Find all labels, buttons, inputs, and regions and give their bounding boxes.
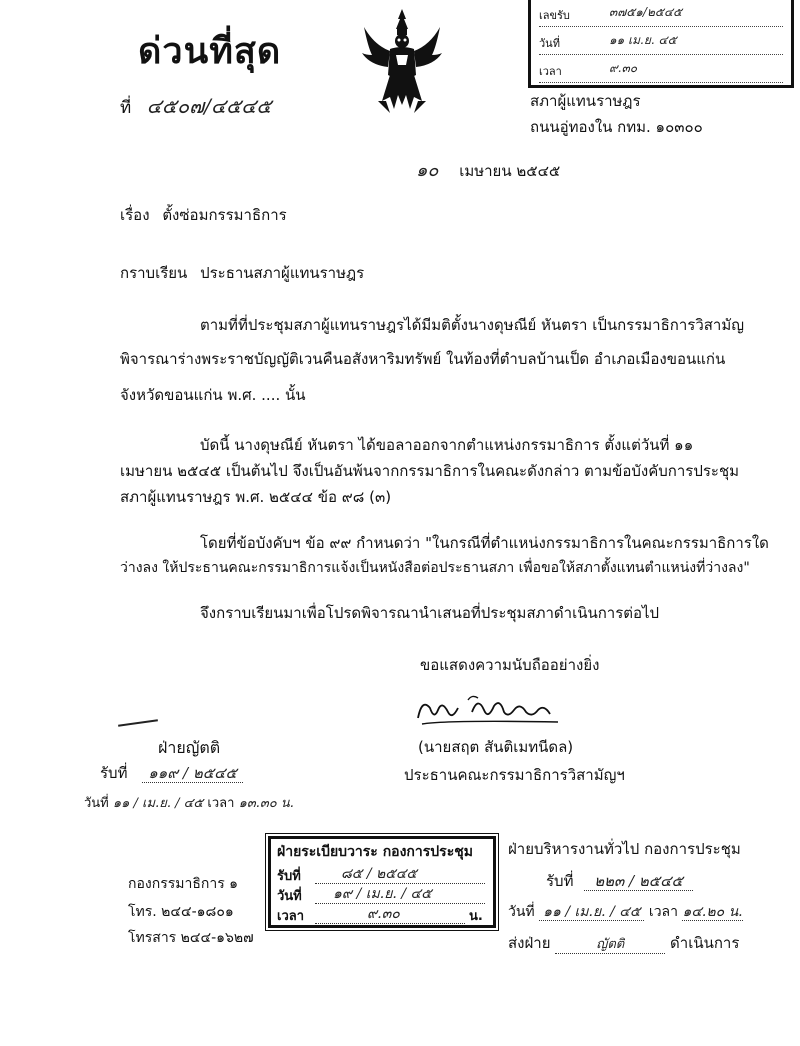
signature-icon [408,690,568,730]
urgent-label: ด่วนที่สุด [138,31,282,72]
admin-dept-date: ๑๑ / เม.ย. / ๔๕ [539,904,644,921]
agenda-stamp-date-label: วันที่ [277,889,302,904]
body-p1-line2: พิจารณาร่างพระราชบัญญัติเวนคืนอสังหาริมทรัพย์ ในท้องที่ตำบลบ้านเป็ด อำเภอเมืองขอนแก่น [120,350,726,368]
legal-dept-date: ๑๑ / เม.ย. / ๔๕ [112,796,204,811]
body-p2-line3: สภาผู้แทนราษฎร พ.ศ. ๒๕๔๔ ข้อ ๙๘ (๓) [120,488,392,506]
stamp-label: เวลา [539,65,562,78]
agenda-stamp-time-label: เวลา [277,909,305,924]
legal-dept-recv [100,764,243,782]
legal-dept-time-label: เวลา [207,796,235,811]
admin-dept-send-to: ญัตติ [555,937,665,954]
agenda-receive-stamp [268,836,496,928]
closing-regards: ขอแสดงความนับถืออย่างยิ่ง [420,656,600,674]
legal-dept-datetime [84,796,294,812]
subject [120,206,287,224]
scribble-mark [118,719,158,727]
committee-office-phone: โทร. ๒๔๔-๑๘๐๑ [128,904,234,920]
letter-date-month-year: เมษายน ๒๕๔๕ [459,162,561,180]
salutation-recipient: ประธานสภาผู้แทนราษฎร [200,264,365,282]
receive-stamp-top [528,0,794,88]
legal-dept-recv-label: รับที่ [100,764,128,782]
signer-title: ประธานคณะกรรมาธิการวิสามัญฯ [404,766,625,784]
stamp-time: ๙.๓๐ [609,61,638,75]
stamp-date: ๑๑ เม.ย. ๔๕ [609,33,677,47]
garuda-emblem-icon [360,5,445,115]
signer-name: (นายสฤต สันติเมทนีดล) [418,738,574,756]
admin-dept-recv-no: ๒๒๓ / ๒๕๔๕ [584,872,693,891]
sender-org: สภาผู้แทนราษฎร [530,92,641,110]
committee-office-name: กองกรรมาธิการ ๑ [128,876,239,892]
legal-dept-label: ฝ่ายญัตติ [158,738,221,757]
admin-dept-title: ฝ่ายบริหารงานทั่วไป กองการประชุม [508,840,741,858]
salutation [120,264,364,282]
legal-dept-time: ๑๓.๓๐ น. [238,796,294,811]
sender-address: ถนนอู่ทองใน กทม. ๑๐๓๐๐ [530,118,703,136]
subject-label: เรื่อง [120,206,150,224]
subject-text: ตั้งซ่อมกรรมาธิการ [162,206,287,224]
legal-dept-date-label: วันที่ [84,796,109,811]
admin-dept-send [508,934,739,954]
body-p1-line3: จังหวัดขอนแก่น พ.ศ. .... นั้น [120,386,306,404]
agenda-stamp-recv-no: ๘๕ / ๒๕๔๕ [341,866,418,882]
letter-date [416,160,560,182]
body-p2-line1: บัดนี้ นางดุษณีย์ หันตรา ได้ขอลาออกจากตำแหน่งกรรมาธิการ ตั้งแต่วันที่ ๑๑ [200,436,694,454]
admin-dept-recv-label: รับที่ [546,872,574,890]
body-p2-line2: เมษายน ๒๕๔๕ เป็นต้นไป จึงเป็นอันพ้นจากกรรมาธิการในคณะดังกล่าว ตามข้อบังคับการประชุม [120,462,740,480]
doc-number-prefix: ที่ [120,98,132,118]
body-p1-line1: ตามที่ที่ประชุมสภาผู้แทนราษฎรได้มีมติตั้งนางดุษณีย์ หันตรา เป็นกรรมาธิการวิสามัญ [200,316,744,334]
agenda-stamp-time-suffix: น. [469,909,483,924]
agenda-stamp-date: ๑๙ / เม.ย. / ๔๕ [333,886,432,902]
body-p3-line1: โดยที่ข้อบังคับฯ ข้อ ๙๙ กำหนดว่า "ในกรณีที่ตำแหน่งกรรมาธิการในคณะกรรมาธิการใด [200,534,769,552]
agenda-stamp-recv-label: รับที่ [277,869,301,884]
agenda-stamp-time: ๙.๓๐ [367,906,400,922]
admin-dept-send-label: ส่งฝ่าย [508,934,551,952]
letter-date-day: ๑๐ [416,160,439,181]
doc-number [120,90,271,122]
stamp-label: เลขรับ [539,9,570,22]
body-p4: จึงกราบเรียนมาเพื่อโปรดพิจารณานำเสนอที่ประชุมสภาดำเนินการต่อไป [200,604,660,622]
agenda-stamp-title: ฝ่ายระเบียบวาระ กองการประชุม [277,844,473,860]
salutation-label: กราบเรียน [120,264,188,282]
admin-dept-action-label: ดำเนินการ [670,934,740,952]
doc-number-value: ๔๕๐๗/๔๕๔๕ [146,94,272,118]
admin-dept-datetime [508,904,743,921]
admin-dept-date-label: วันที่ [508,904,535,920]
body-p3-line2: ว่างลง ให้ประธานคณะกรรมาธิการแจ้งเป็นหนังสือต่อประธานสภา เพื่อขอให้สภาตั้งแทนตำแหน่งที่ว่างลง" [120,560,750,576]
stamp-label: วันที่ [539,37,560,50]
admin-dept-time-label: เวลา [648,904,678,920]
admin-dept-recv [546,872,693,890]
admin-dept-time: ๑๔.๒๐ น. [682,904,743,920]
committee-office-fax: โทรสาร ๒๔๔-๑๖๒๗ [128,930,254,946]
legal-dept-recv-no: ๑๑๙ / ๒๕๔๕ [142,764,243,783]
stamp-received-no: ๓๗๕๑/๒๕๔๕ [609,5,683,19]
